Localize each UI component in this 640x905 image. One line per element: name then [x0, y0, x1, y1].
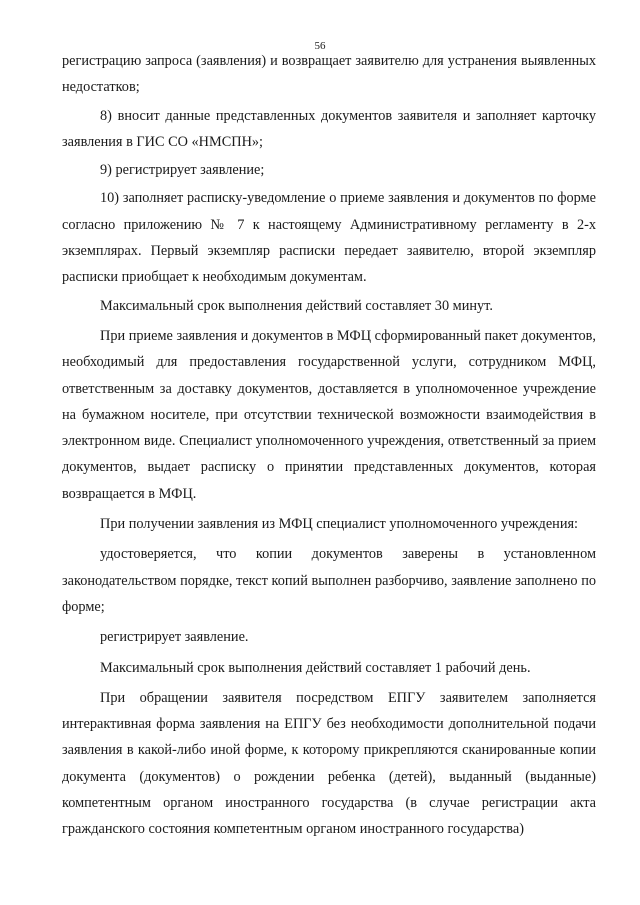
paragraph-registers: регистрирует заявление. [100, 629, 249, 646]
paragraph-mfc-receipt: При получении заявления из МФЦ специалист уполномоченного учреждения: [100, 516, 579, 533]
paragraph-max-time-1day: Максимальный срок выполнения действий составляет 1 рабочий день. [100, 659, 531, 676]
paragraph-item-10: 10) заполняет расписку-уведомление о приеме заявления и документов по форме согласно приложению № 7 к настоящему Административному регламенту в 2-х экземплярах. Первый экземпляр расписки передает заявителю, второй экземпляр расписки приобщает к необходимым документам. [62, 190, 596, 286]
paragraph-item-8: 8) вносит данные представленных документов заявителя и заполняет карточку заявления в ГИС СО «НМСПН»; [62, 107, 596, 150]
paragraph-max-time-30min: Максимальный срок выполнения действий составляет 30 минут. [100, 297, 493, 314]
paragraph-continuation: регистрацию запроса (заявления) и возвращает заявителю для устранения выявленных недостатков; [62, 53, 596, 96]
paragraph-item-9: 9) регистрирует заявление; [100, 162, 265, 179]
paragraph-verify-copies: удостоверяется, что копии документов заверены в установленном законодательством порядке, текст копий выполнен разборчиво, заявление заполнено по форме; [62, 546, 596, 615]
paragraph-mfc-intake: При приеме заявления и документов в МФЦ сформированный пакет документов, необходимый для предоставления государственной услуги, сотрудником МФЦ, ответственным за доставку документов, доставляется в уполномоченное учреждение на бумажном носителе, при отсутствии технической возможности взаимодействия в электронном виде. Специалист уполномоченного учреждения, ответственный за прием документов, выдает расписку о принятии представленных документов, которая возвращается в МФЦ. [62, 327, 596, 502]
page-number: 56 [314, 40, 326, 52]
paragraph-epgu: При обращении заявителя посредством ЕПГУ заявителем заполняется интерактивная форма заявления на ЕПГУ без необходимости дополнительной подачи заявления в какой-либо иной форме, к которому прикрепляются сканированные копии документа (документов) о рождении ребенка (детей), выданный (выданные) компетентным органом иностранного государства (в случае регистрации акта гражданского состояния компетентным органом иностранного государства) [62, 689, 596, 838]
document-body [62, 48, 596, 843]
